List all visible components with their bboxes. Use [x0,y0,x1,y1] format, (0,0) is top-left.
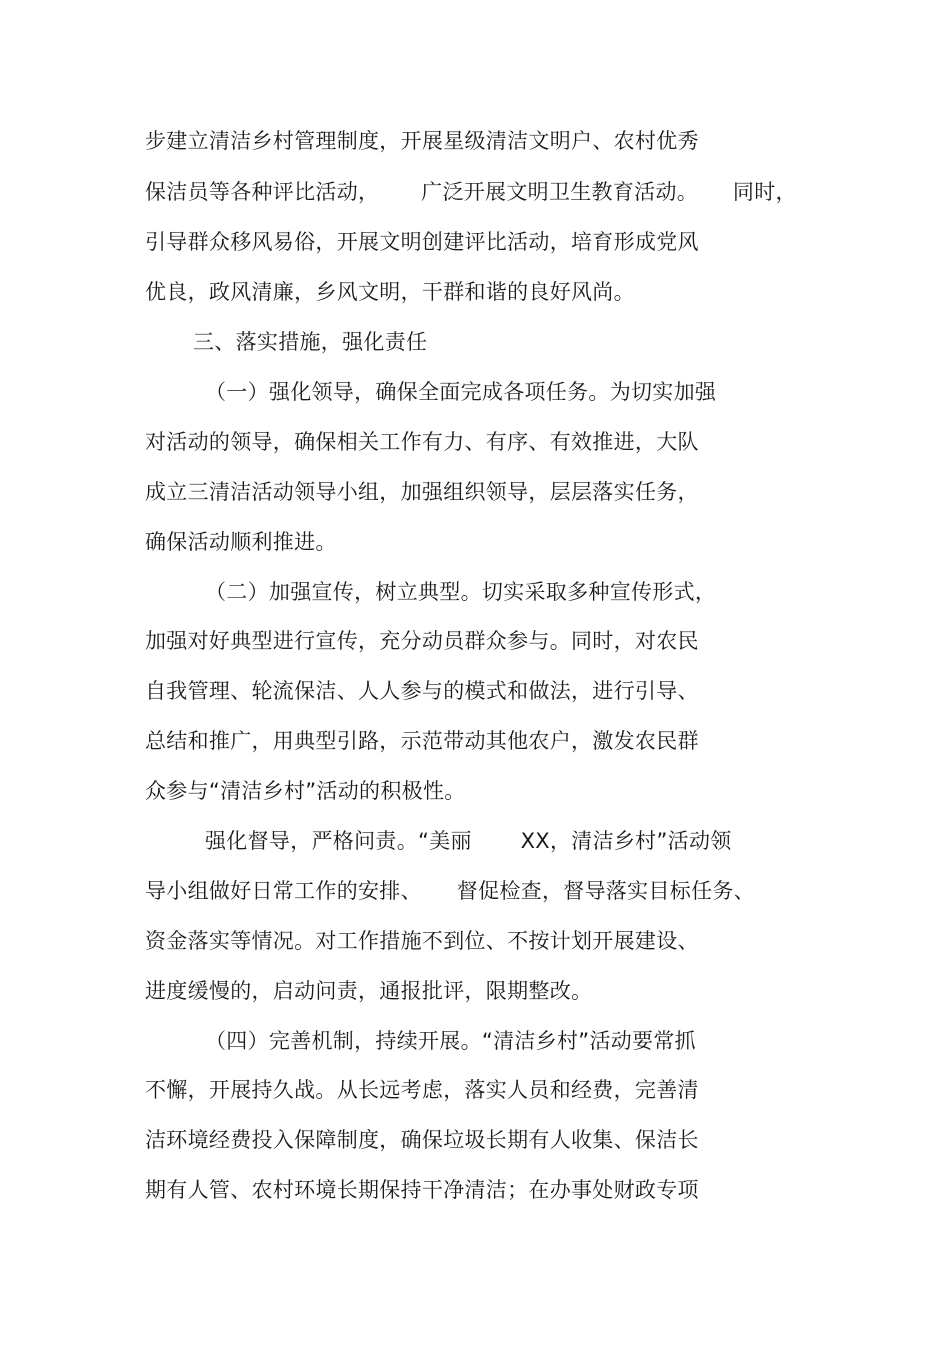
body-line: 众参与“清洁乡村”活动的积极性。 [145,779,466,803]
body-line: 确保活动顺利推进。 [145,530,337,554]
paragraph-start-line: （二）加强宣传，树立典型。切实采取多种宣传形式， [205,580,717,604]
body-line: 不懈，开展持久战。从长远考虑，落实人员和经费，完善清 [145,1078,699,1102]
body-line: 优良，政风清廉，乡风文明，干群和谐的良好风尚。 [145,280,635,304]
body-line: 自我管理、轮流保洁、人人参与的模式和做法，进行引导、 [145,679,699,703]
body-line: 对活动的领导，确保相关工作有力、有序、有效推进，大队 [145,430,699,454]
body-line: 导小组做好日常工作的安排、 督促检查，督导落实目标任务、 [145,879,755,903]
body-line: 引导群众移风易俗，开展文明创建评比活动，培育形成党风 [145,230,699,254]
body-line: 保洁员等各种评比活动， 广泛开展文明卫生教育活动。 同时， [145,180,797,204]
section-heading: 三、落实措施，强化责任 [193,330,428,354]
body-line: 成立三清洁活动领导小组，加强组织领导，层层落实任务， [145,480,699,504]
body-line: 总结和推广，用典型引路，示范带动其他农户，激发农民群 [145,729,699,753]
body-line: 资金落实等情况。对工作措施不到位、不按计划开展建设、 [145,929,699,953]
body-line: 洁环境经费投入保障制度，确保垃圾长期有人收集、保洁长 [145,1128,699,1152]
paragraph-start-line: （一）强化领导，确保全面完成各项任务。为切实加强 [205,380,717,404]
body-line: 期有人管、农村环境长期保持干净清洁；在办事处财政专项 [145,1178,699,1202]
paragraph-start-line: 强化督导，严格问责。“美丽 XX，清洁乡村”活动领 [205,829,732,853]
body-line: 加强对好典型进行宣传，充分动员群众参与。同时，对农民 [145,629,699,653]
paragraph-start-line: （四）完善机制，持续开展。“清洁乡村”活动要常抓 [205,1029,696,1053]
body-line: 步建立清洁乡村管理制度，开展星级清洁文明户、农村优秀 [145,129,699,153]
body-line: 进度缓慢的，启动问责，通报批评，限期整改。 [145,979,593,1003]
